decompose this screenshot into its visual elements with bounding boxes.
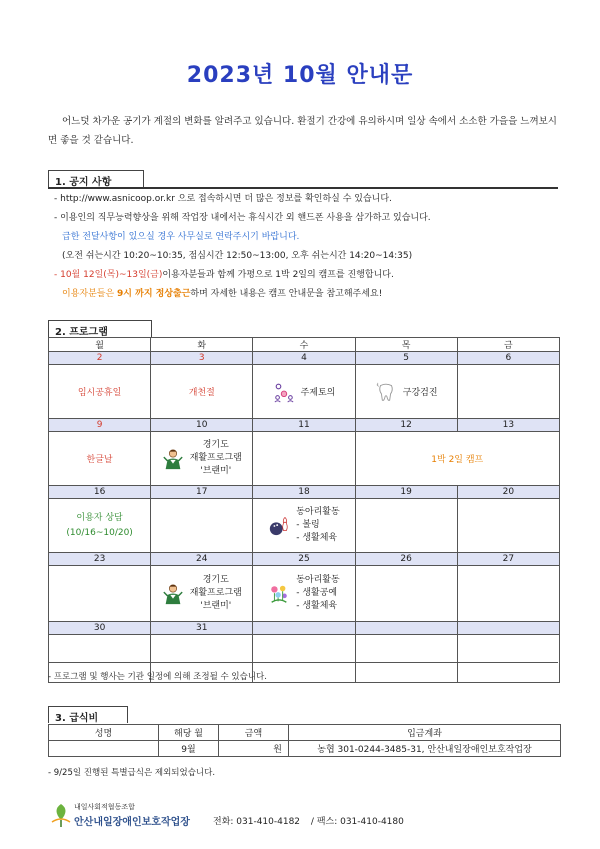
section-heading-notice: 1. 공지 사항 [48, 170, 144, 187]
event-cell: 동아리활동 - 볼링 - 생활체육 [253, 499, 355, 553]
event-cell: 동아리활동 - 생활공예 - 생활체육 [253, 566, 355, 622]
event-cell: 이용자 상담 (10/16~10/20) [49, 499, 151, 553]
notice-line-phone-policy: - 이용인의 직무능력향상을 위해 작업장 내에서는 휴식시간 외 핸드폰 사용을 삼가하고 있습니다. [54, 213, 431, 223]
date-cell: 30 [49, 622, 151, 635]
event-cell [49, 566, 151, 622]
event-cell [355, 566, 457, 622]
notice-list [50, 190, 560, 304]
meal-cell-amount: 원 [219, 741, 289, 757]
date-cell: 17 [151, 486, 253, 499]
people-discussion-icon [273, 381, 295, 403]
date-cell: 25 [253, 553, 355, 566]
event-cell [457, 566, 559, 622]
date-cell: 11 [253, 419, 355, 432]
date-cell: 19 [355, 486, 457, 499]
date-cell: 9 [49, 419, 151, 432]
date-cell [355, 622, 457, 635]
section-heading-program: 2. 프로그램 [48, 320, 152, 337]
notice-line-camp: - 10월 12일(목)~13일(금)이용자분들과 함께 가평으로 1박 2일의 캠프를 진행합니다. [54, 270, 394, 280]
date-cell [253, 622, 355, 635]
date-cell: 3 [151, 352, 253, 365]
date-cell: 26 [355, 553, 457, 566]
event-cell-camp: 1박 2일 캠프 [355, 432, 559, 486]
event-cell: 경기도 재활프로그램 '브랜미' [151, 432, 253, 486]
date-cell: 13 [457, 419, 559, 432]
meal-header-name: 성명 [49, 725, 159, 741]
section-divider [48, 187, 558, 189]
date-cell: 4 [253, 352, 355, 365]
program-note: - 프로그램 및 행사는 기관 일정에 의해 조정될 수 있습니다. [48, 672, 267, 682]
section-heading-meal: 3. 급식비 [48, 706, 128, 723]
section-divider [48, 662, 558, 663]
weekday-header: 목 [355, 338, 457, 352]
footer-phone: 전화: 031-410-4182 [213, 817, 301, 827]
event-cell [151, 499, 253, 553]
meal-cell-name [49, 741, 159, 757]
event-cell [253, 432, 355, 486]
date-cell: 6 [457, 352, 559, 365]
notice-line-break-times: (오전 쉬는시간 10:20~10:35, 점심시간 12:50~13:00, 오후 쉬는시간 14:20~14:35) [62, 251, 413, 261]
tooth-icon [375, 381, 397, 403]
event-cell [457, 635, 559, 683]
event-cell [253, 635, 355, 683]
weekday-header: 화 [151, 338, 253, 352]
date-cell: 27 [457, 553, 559, 566]
weekday-header: 수 [253, 338, 355, 352]
date-cell: 18 [253, 486, 355, 499]
footer-fax: / 팩스: 031-410-4180 [310, 817, 404, 827]
notice-line-attendance: 이용자분들은 9시 까지 정상출근하며 자세한 내용은 캠프 안내문을 참고해주세요! [62, 289, 383, 299]
date-cell: 12 [355, 419, 457, 432]
program-calendar [48, 337, 560, 683]
date-cell: 2 [49, 352, 151, 365]
weekday-header: 금 [457, 338, 559, 352]
event-cell [355, 635, 457, 683]
notice-line-website: - http://www.asnicoop.or.kr 으로 접속하시면 더 많은 정보를 확인하실 수 있습니다. [54, 194, 392, 204]
event-cell [355, 499, 457, 553]
date-cell: 16 [49, 486, 151, 499]
date-cell: 10 [151, 419, 253, 432]
weekday-header: 월 [49, 338, 151, 352]
event-cell [457, 499, 559, 553]
page-title: 2023년 10월 안내문 [186, 63, 414, 88]
event-cell: 한글날 [49, 432, 151, 486]
meal-note: - 9/25일 진행된 특별급식은 제외되었습니다. [48, 768, 216, 778]
footer-workshop-name: 안산내일장애인보호작업장 [74, 817, 190, 828]
date-cell [457, 622, 559, 635]
meal-cell-account: 농협 301-0244-3485-31, 안산내일장애인보호작업장 [289, 741, 561, 757]
event-cell: 개천절 [151, 365, 253, 419]
meal-header-amount: 금액 [219, 725, 289, 741]
event-cell: 주제토의 [253, 365, 355, 419]
event-cell: 구강검진 [355, 365, 457, 419]
meal-header-month: 해당 월 [159, 725, 219, 741]
footer-org-name: 내일사회적협동조합 [74, 803, 135, 811]
meal-fee-table [48, 724, 561, 757]
footer [48, 800, 560, 830]
event-cell [457, 365, 559, 419]
date-cell: 24 [151, 553, 253, 566]
date-cell: 23 [49, 553, 151, 566]
footer-contact [213, 814, 404, 827]
trainer-icon [162, 448, 184, 470]
meal-cell-month: 9월 [159, 741, 219, 757]
intro-paragraph: 어느덧 차가운 공기가 계절의 변화를 알려주고 있습니다. 환절기 간강에 유의하시며 일상 속에서 소소한 가을을 느껴보시면 좋을 것 같습니다. [48, 116, 557, 146]
craft-flowers-icon [268, 583, 290, 605]
date-cell: 20 [457, 486, 559, 499]
logo-leaf-icon [50, 802, 72, 828]
bowling-icon [268, 515, 290, 537]
trainer-icon [162, 583, 184, 605]
date-cell: 31 [151, 622, 253, 635]
date-cell: 5 [355, 352, 457, 365]
notice-line-contact-office: 급한 전달사항이 있으실 경우 사무실로 연락주시기 바랍니다. [62, 232, 300, 242]
event-cell: 경기도 재활프로그램 '브랜미' [151, 566, 253, 622]
meal-header-account: 입금계좌 [289, 725, 561, 741]
event-cell: 임시공휴일 [49, 365, 151, 419]
